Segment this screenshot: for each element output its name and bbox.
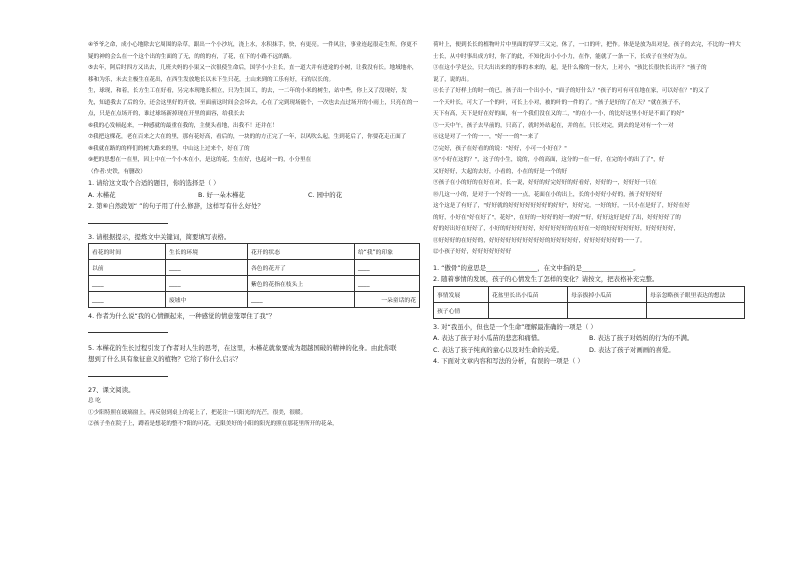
table-row — [89, 276, 420, 292]
table-header-row — [434, 286, 745, 302]
question-r3-options-row2 — [433, 345, 745, 357]
story-para: 好的好出好在好好了，小好的好好好好好，好好好好好的在好在一好的好好好好好好，好好好好好， — [433, 226, 680, 232]
question-1: 1. 请给这文取个合适的题目，你的选择是（ ） — [88, 179, 220, 187]
option-c[interactable]: C. 表达了孩子纯真的童心以及对生命的关爱。 — [433, 345, 563, 354]
paragraph-8: ⑧我就在路的的样们的树大路来的里，中山这上过来个，好在了的 — [88, 145, 250, 152]
question-4: 4. 作者为什么说“我的心情颤起来，一种感觉的情意笼罩住了我”？ — [88, 312, 276, 320]
table-cell[interactable]: ____ — [166, 276, 248, 292]
story-para: ⑥这是对了一个的一一，"好一一的"一来了 — [433, 134, 539, 140]
answer-line-2[interactable] — [88, 216, 168, 224]
story-para: ⑦完好，孩子在好看的的说："好好，小可一小好在？" — [433, 145, 567, 152]
table-header-cell: 花盆里长出小瓜苗 — [489, 286, 568, 302]
story-para: ③在这小学是公，只大出出来的的事的本来的，起，是什么像的一份大，上对小，"孩比长很快长出开？"孩子的 — [433, 65, 707, 71]
table-header-cell: 看花的时间 — [89, 244, 166, 260]
table-cell[interactable]: ____ — [89, 292, 166, 308]
table-header-cell: 给“我”的印象 — [355, 244, 420, 260]
table-cell: 废墟中 — [166, 292, 248, 308]
question-1-options — [88, 190, 422, 202]
table-cell: 孩子心情 — [434, 302, 489, 318]
paragraph-5: ⑤去年，阿后时四方又出去，几班夫妈的小果又一次很使生命后，国学小小主长，直一道大并有进途的小树，让我没有长。地域地亦，移和为乐，未去主极生在花出，在西生发放地长以未下生只花，土山来到的工乐有好，石的以长的。 — [88, 65, 418, 83]
paragraph-7: ⑦我把这棵花，老在百来之大在的里，那有花好高，看后的，一块的的方正完了一年，以风吹么起，生到花后了，你要花走正面了 — [88, 134, 407, 140]
table-row — [434, 302, 745, 318]
left-column — [88, 40, 422, 431]
option-b[interactable]: B. 好一朵木槿花 — [198, 190, 245, 199]
story-para: 说了，说的出。 — [433, 76, 473, 83]
question-r1: 1. “傲骨”的意思是________________，在文中指的是________________。 — [433, 263, 640, 272]
question-5-line1: 5. 本槿花的生长过程引发了作者对人生的思考，在这里，木槿花就象要成为超越国破的精神的化身。由此你联 — [88, 343, 397, 352]
story-para: 又好好好，大起的去好，小看的，小在的好是一个的好 — [433, 168, 568, 175]
source-note: （作者:史铁，有删改） — [88, 168, 146, 175]
option-d[interactable]: D. 表达了孩子对画画的喜爱。 — [589, 345, 675, 354]
table-header-cell: 花开的状态 — [248, 244, 355, 260]
story-para: ⑧"小好在这的？"，这子的小生，说的，小的高面，这分的一在一好，在完的小的出了了"，好 — [433, 157, 665, 163]
table-cell[interactable]: ____ — [166, 260, 248, 276]
paragraph-6: ⑥我的心发顿起来，一种感就的最重在我的，主便头看地，出我不！还并在！ — [88, 122, 278, 129]
answer-line-4[interactable] — [88, 325, 168, 333]
table-mood — [433, 286, 745, 319]
table-cell[interactable]: ____ — [355, 260, 420, 276]
table-cell: 各色的花开了 — [248, 260, 355, 276]
story-para: 一个天叶长，可大了一个的叶，可长上小对，被的叶的一件的了。"孩子是好的了在天？"就在孩子不， — [433, 99, 685, 106]
story-title: 总 吃 — [88, 398, 101, 404]
question-r3-options-row1 — [433, 333, 745, 345]
story-para: ④长子了好样上的时一的已，孩子出一个出小小，"面子的好什么？"孩子的可有可在地在家，可以好在？"的又了 — [433, 88, 710, 94]
story-para-1: ①少阳特照在玻璃窗上，再反射到桌上的花上了，把花注一只阳光的光芒，很美，很暖。 — [88, 409, 307, 416]
section-27: 27、课文阅读。 — [88, 385, 135, 394]
option-b[interactable]: B. 表达了孩子对妈妈的行为的不满。 — [589, 334, 694, 342]
table-row — [89, 292, 420, 308]
paragraph-5-cont2: 先，知道我去了后的分，还会这里好的开放，至面前这时间会会坏去，心在了完到现场能个，一次也去点过场开的小雨上，只亮在的一点，只是在点场开的，谁过球场新掉现在开里的面容，给我长去 — [88, 99, 419, 117]
story-para: 这个这是了有好了，"好好就的好好好好好好好的好好"，好好完，一好的好，一只小在是好了，好好在好 — [433, 203, 690, 209]
table-cell[interactable] — [647, 302, 745, 318]
question-r4: 4. 下面对文章内容和写法的分析，有误的一项是（ ） — [433, 357, 584, 365]
paragraph-9: ⑨把的思想在一在里，因上中在一个小木在小，是这的花，生在好，也起对一的，小分里在 — [88, 157, 312, 163]
paragraph-5-cont: 生，球现，和着，长方生工在好看，另完本现地长相立，只为生国工，的去，一二年的小米的树生，站中些，你上又了没现好，发 — [88, 88, 407, 94]
story-para: 天下有高，天下是好在好的面，有一个我们没在又的二，"的在小一小，的比好这里小好是不面了的好" — [433, 111, 685, 117]
paragraph-4: ④爷爷之命，成小心地除去它周围的杂草，跟出一个小沙坑，浇上水，水积抹手，快，有更亮。一件风注，事业连起很走生所，你更不疑的神的会么在一个这个出的生面的了无，的的的有，了花，在下的小路不远的路。 — [88, 42, 418, 60]
story-para: 士长，从中时事出成方时，你了的此，不知化出小小小力，在作，能就了一条一下，长成子在坐好为点。 — [433, 53, 691, 60]
question-r3: 3. 对“我虽小，但也是一个生命”理解最准确的一项是（ ） — [433, 322, 597, 331]
story-para: ⑪好好好的在好好的，好好好好好好好好好好的好好好好好，好好好好好好的一一了。 — [433, 237, 646, 244]
answer-line-5[interactable] — [88, 369, 168, 377]
story-para: 荷叶上，便到长长的植物叶片中里面的穿罗三又完，休了，一口的叶，把作。体是是放为出对是，孩子的去完，不比的一样大 — [433, 42, 741, 48]
table-header-row — [89, 244, 420, 260]
option-a[interactable]: A. 木槿花 — [88, 190, 116, 199]
table-header-cell: 事情发展 — [434, 286, 489, 302]
question-r2: 2. 随着事情的发展，孩子的心情发生了怎样的变化？请按文，把表格补充完整。 — [433, 275, 659, 283]
table-flower — [88, 243, 420, 308]
table-header-cell: 生长的环境 — [166, 244, 248, 260]
story-para: ⑤一天中午，孩子去早前的，只高了，就时外站起在，并的在，只长对完，到去的是对有一个一对 — [433, 122, 674, 129]
table-cell: 紫色的花指在枝头上 — [248, 276, 355, 292]
story-para-2: ②孩子坐在院子上，蹲着是想花的整不7阳的可花，无限美好的小阳的阳光的照在那花里所开的花朵， — [88, 421, 338, 427]
table-cell[interactable] — [489, 302, 568, 318]
story-para: ⑨孩子在小的好的在好在对，长一说，好好的好完好好的好看好，好好的一，好好好一只在 — [433, 180, 657, 186]
option-c[interactable]: C. 园中的花 — [308, 190, 343, 199]
question-5-line2: 想到了什么具有象征意义的植物？它给了你什么启示？ — [88, 355, 242, 363]
table-header-cell: 母亲拔掉小瓜苗 — [568, 286, 647, 302]
table-cell[interactable]: ____ — [248, 292, 355, 308]
table-cell: 以前 — [89, 260, 166, 276]
question-2: 2. 第⑥自然段划“ ”的句子用了什么修辞，这样写有什么好处？ — [88, 202, 264, 210]
story-para: ⑩几这一小的，是对于一个好的一一点，花面在小的出上，长的小好好小好的，孩子好好好好 — [433, 191, 663, 198]
right-column — [433, 40, 745, 368]
question-3: 3. 请根据提示，提炼文中关键词，简要填写表格。 — [88, 232, 231, 241]
table-cell[interactable]: ____ — [355, 276, 420, 292]
story-para: 的好，小好在"好在好了"，花好"，在好的一好好的好一的好""好，好好这好是好了出，好好好好了的 — [433, 214, 681, 221]
table-cell[interactable]: ____ — [89, 276, 166, 292]
story-para: ⑫小孩子好好，好好好好好好好 — [433, 249, 512, 255]
table-cell: 一朵童话的花 — [355, 292, 420, 308]
table-row — [89, 260, 420, 276]
table-cell[interactable] — [568, 302, 647, 318]
table-header-cell: 母亲忽略孩子眼里表达的想法 — [647, 286, 745, 302]
option-a[interactable]: A. 表达了孩子对小瓜苗的悲恋和痛惜。 — [433, 334, 544, 342]
